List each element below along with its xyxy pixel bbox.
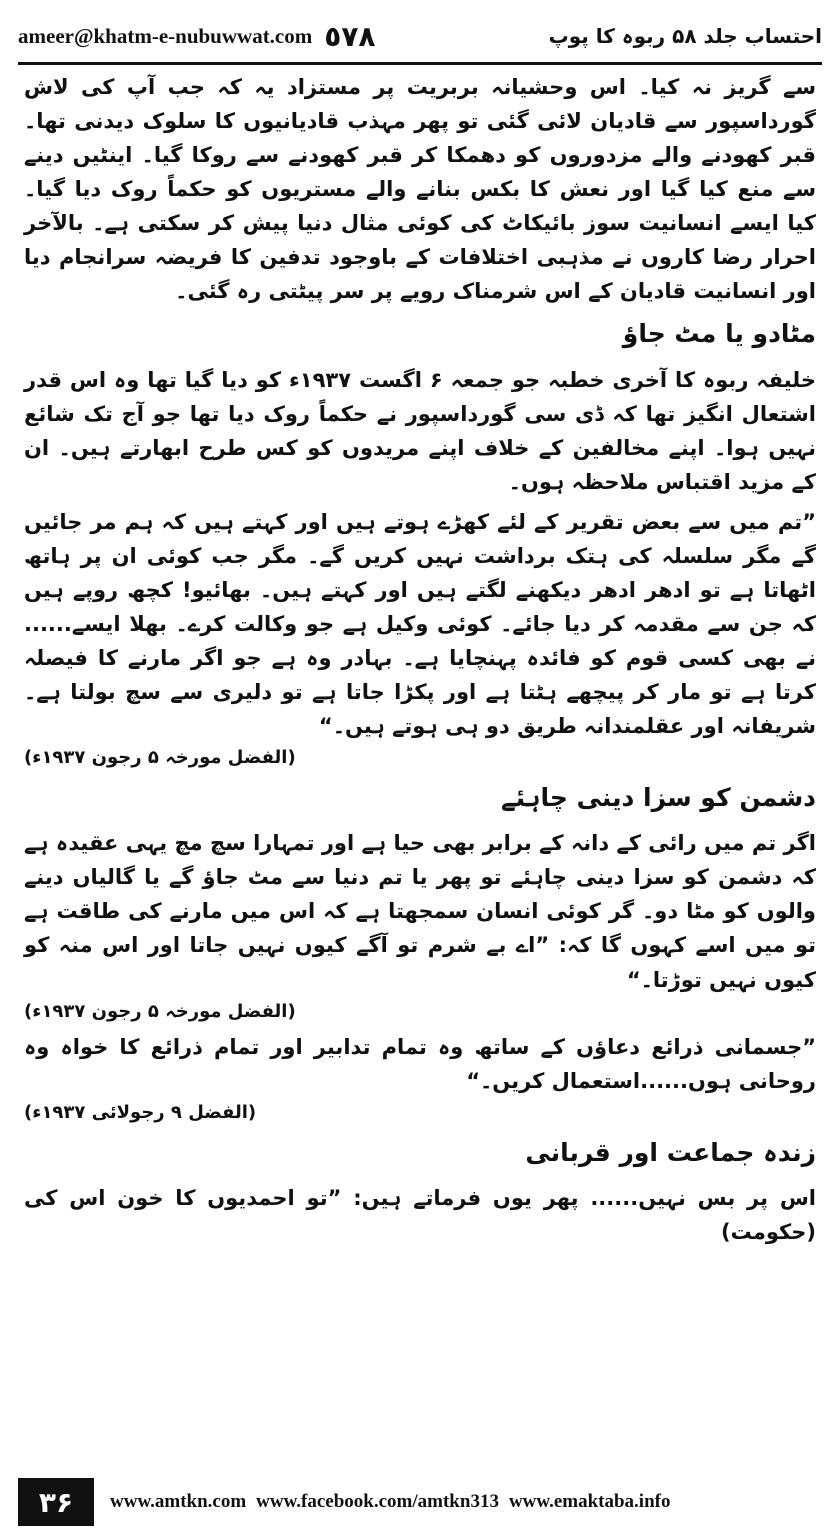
section-heading-3: زندہ جماعت اور قربانی [525, 1137, 816, 1167]
footer-page-number: ۳۶ [18, 1478, 94, 1526]
quote-2: اگر تم میں رائی کے دانہ کے برابر بھی حیا ہے اور تمہارا سچ مچ یہی عقیدہ ہے کہ دشمن کو سزا دینی چاہئے تو پھر یا تم دنیا سے مٹ جاؤ گے یا گالیاں دینے والوں کو مٹا دو۔ گر کوئی انسان سمجھتا ہے کہ اس میں مارنے کی طاقت ہے تو میں اسے کہوں گا کہ: ”اے بے شرم تو آگے کیوں نہیں جاتا اور اس منہ کو کیوں نہیں توڑتا۔“ [24, 831, 816, 992]
page-body [24, 70, 816, 1466]
section-heading-2: دشمن کو سزا دینی چاہئے [500, 782, 816, 812]
footer-link[interactable]: www.emaktaba.info [508, 1491, 671, 1512]
footer-link[interactable]: www.amtkn.com [110, 1491, 247, 1512]
footer-link[interactable]: www.facebook.com/amtkn313 [256, 1491, 499, 1512]
citation-1: (الفضل مورخہ ۵ رجون ۱۹۳۷ء) [24, 746, 296, 768]
quote-1: ”تم میں سے بعض تقریر کے لئے کھڑے ہوتے ہیں اور کہتے ہیں کہ ہم مر جائیں گے مگر سلسلہ کی ہتک برداشت نہیں کریں گے۔ مگر جب کوئی ان پر ہاتھ اٹھاتا ہے تو ادھر ادھر دیکھنے لگتے ہیں اور کہتے ہیں۔ بھائیو! کچھ روپے ہیں کہ جن سے مقدمہ کر دیا جائے۔ کوئی وکیل ہے جو وکالت کرے۔ بھلا ایسے...... نے بھی کسی قوم کو فائدہ پہنچایا ہے۔ بہادر وہ ہے جو اگر مارنے کا فیصلہ کرتا ہے تو مار کر پیچھے ہٹتا ہے اور پکڑا جاتا ہے تو دلیری سے سچ بولتا ہے۔ شریفانہ اور عقلمندانہ طریق دو ہی ہوتے ہیں۔“ [24, 509, 816, 738]
page-footer [18, 1476, 822, 1528]
section-heading-1: مٹادو یا مٹ جاؤ [622, 319, 816, 349]
footer-links [110, 1491, 670, 1513]
email-address[interactable]: ameer@khatm-e-nubuwwat.com [18, 23, 313, 48]
paragraph-3: اس پر بس نہیں...... پھر یوں فرماتے ہیں: ”تو احمدیوں کا خون اس کی (حکومت) [24, 1186, 816, 1245]
header-page-number: ٥٧٨ [324, 19, 376, 53]
header-left [18, 20, 376, 53]
quote-3: ”جسمانی ذرائع دعاؤں کے ساتھ وہ تمام تدابیر اور تمام ذرائع کا خواہ وہ روحانی ہوں......استعمال کریں۔“ [24, 1034, 816, 1093]
paragraph-1: سے گریز نہ کیا۔ اس وحشیانہ بربریت پر مستزاد یہ کہ جب آپ کی لاش گورداسپور سے قادیان لائی گئی تو پھر مہذب قادیانیوں کا سلوک دیدنی تھا۔ قبر کھودنے والے مزدوروں کو دھمکا کر قبر کھودنے سے روکا گیا۔ اینٹیں دینے سے منع کیا گیا اور نعش کا بکس بنانے والے مستریوں کو حکماً روک دیا گیا۔ کیا ایسے انسانیت سوز بائیکاٹ کی کوئی مثال دنیا پیش کر سکتی ہے۔ بالآخر احرار رضا کاروں نے مذہبی اختلافات کے باوجود تدفین کا فریضہ سرانجام دیا اور انسانیت قادیان کے اس شرمناک رویے پر سر پیٹتی رہ گئی۔ [24, 75, 816, 304]
citation-3: (الفضل ۹ رجولائی ۱۹۳۷ء) [24, 1101, 257, 1123]
paragraph-2: خلیفہ ربوہ کا آخری خطبہ جو جمعہ ۶ اگست ۱۹۳۷ء کو دیا گیا تھا وہ اس قدر اشتعال انگیز تھا کہ ڈی سی گورداسپور نے حکماً روک دیا تھا جو آج تک شائع نہیں ہوا۔ اپنے مخالفین کے خلاف اپنے مریدوں کو کس طرح ابھارتے ہیں۔ ان کے مزید اقتباس ملاحظہ ہوں۔ [24, 367, 816, 494]
running-title: احتساب جلد ۵۸ ربوہ کا پوپ [548, 24, 822, 48]
page-header [18, 14, 822, 58]
header-divider [18, 62, 822, 65]
citation-2: (الفضل مورخہ ۵ رجون ۱۹۳۷ء) [24, 1000, 296, 1022]
